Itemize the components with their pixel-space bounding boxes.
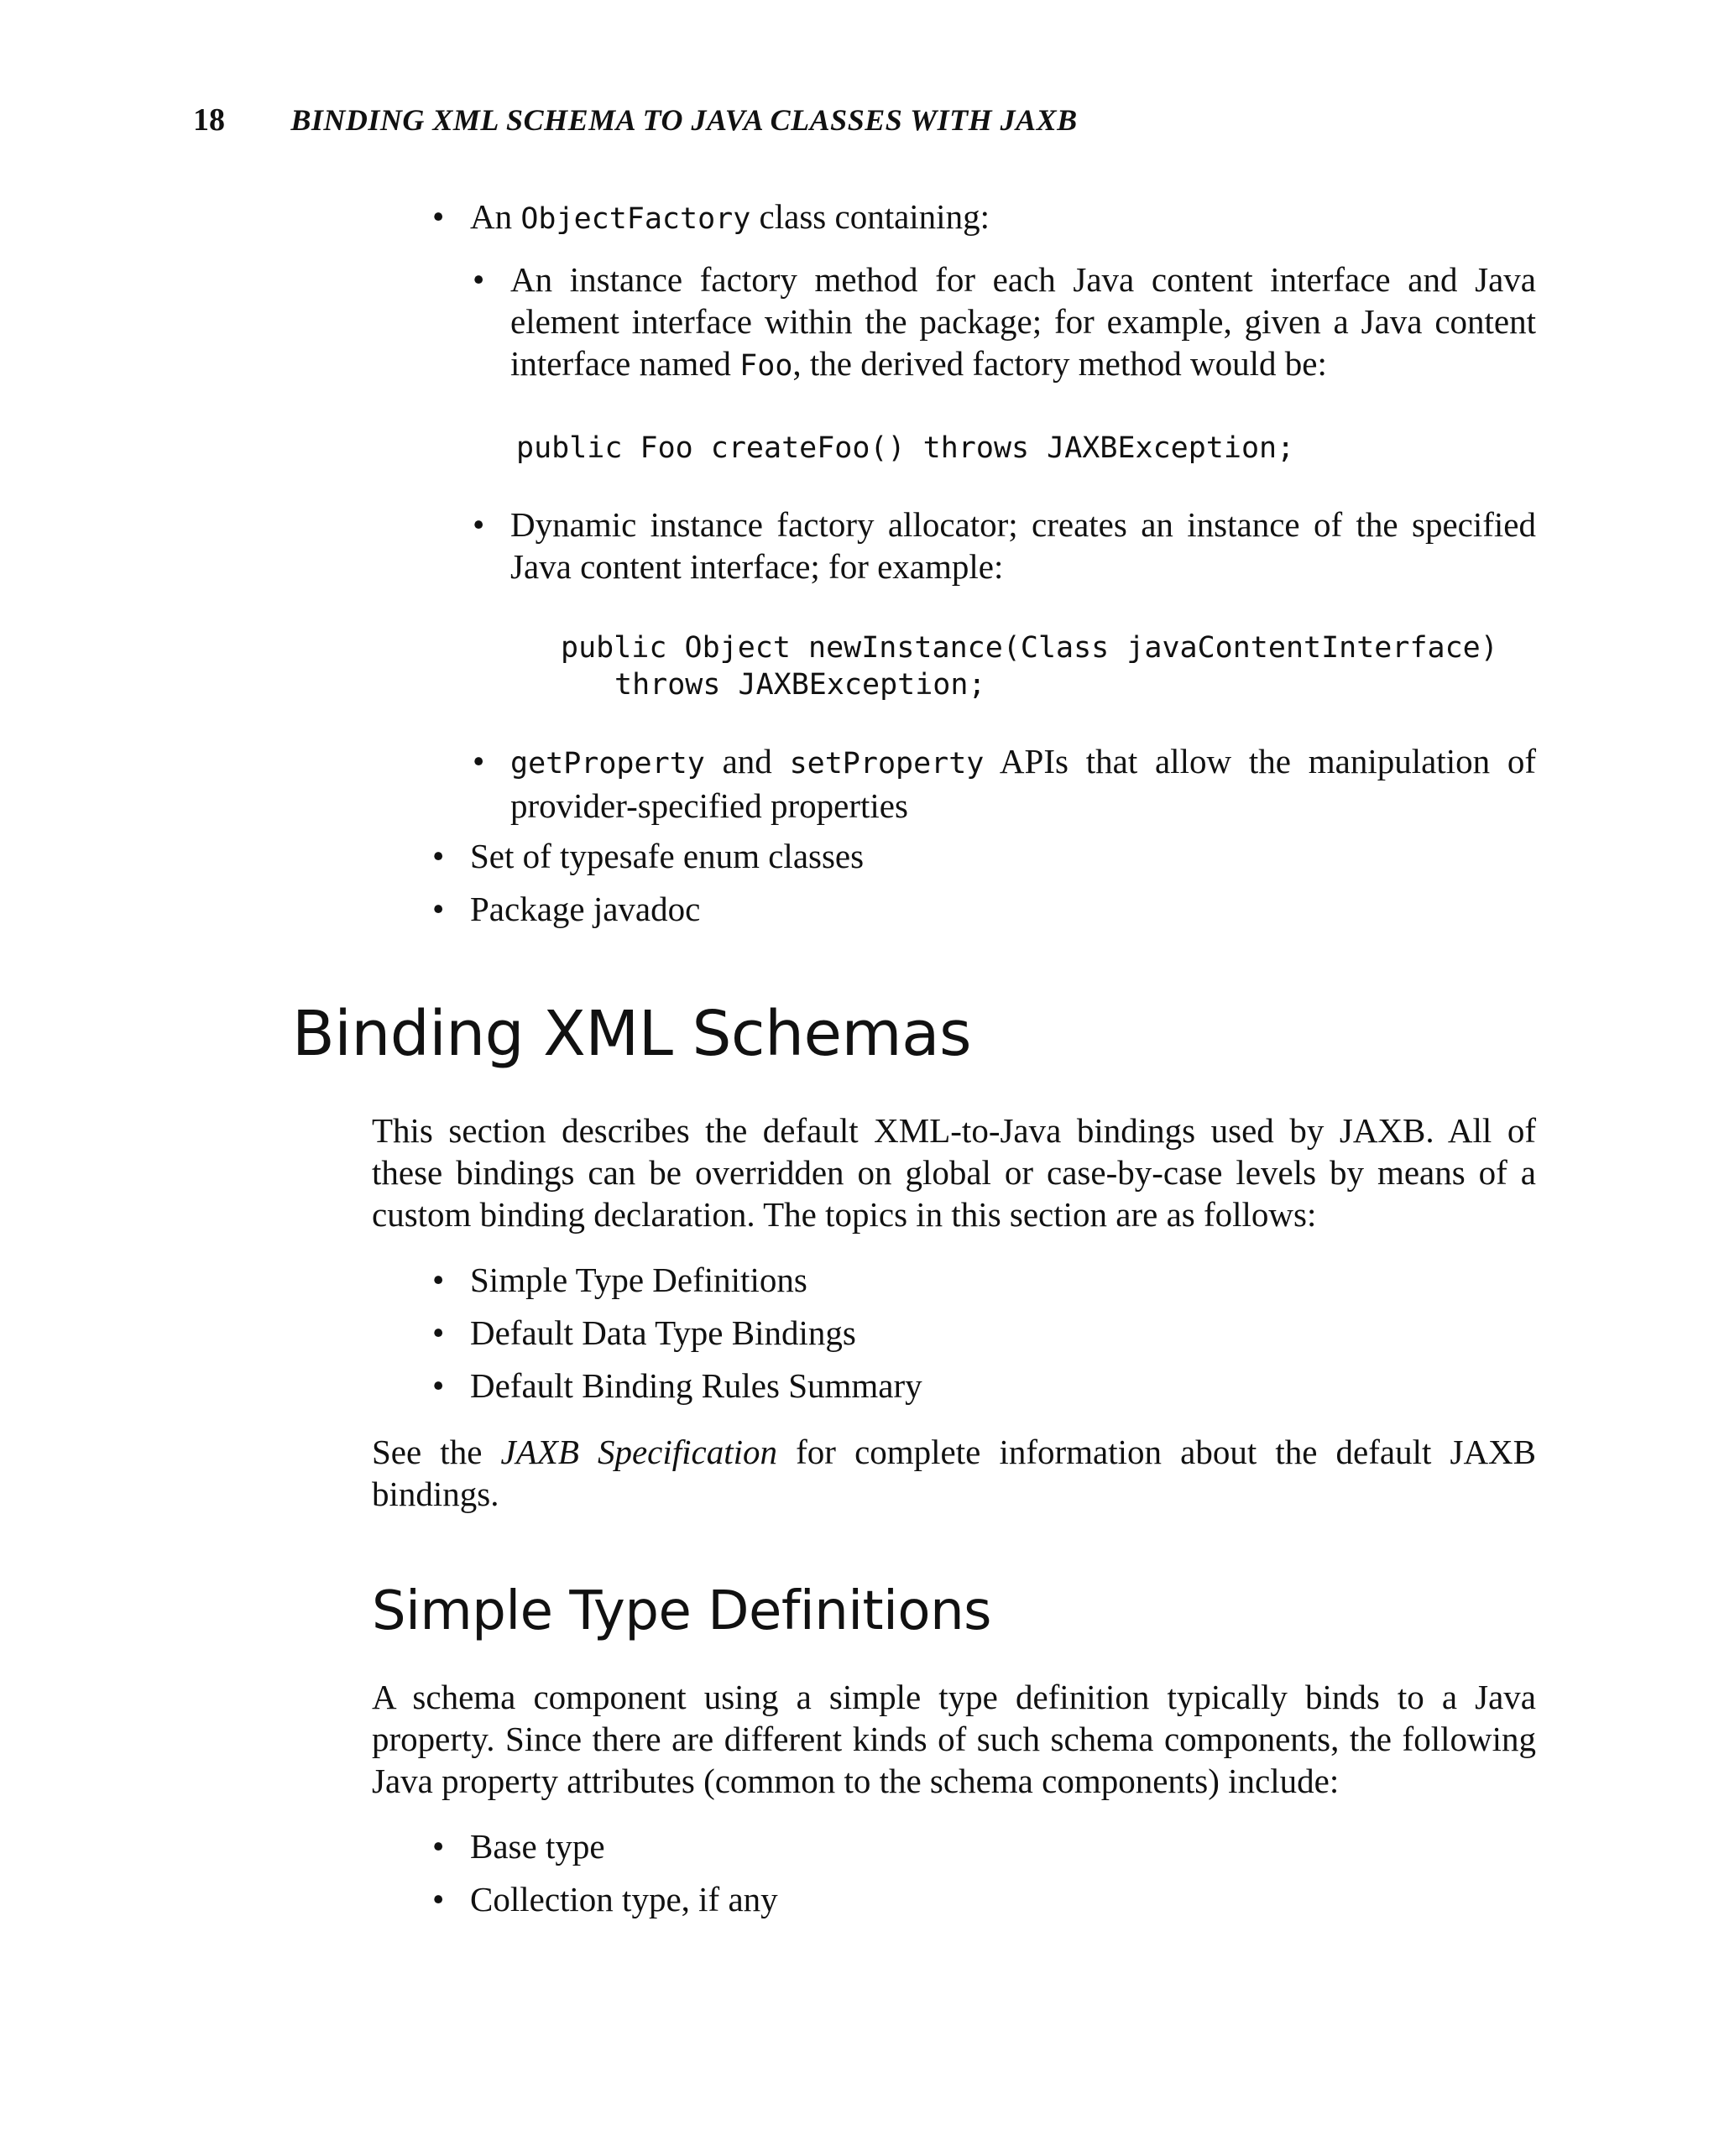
- code-example-newinstance: public Object newInstance(Class javaContentInterface) throws JAXBException;: [561, 631, 1498, 702]
- code-getproperty: getProperty: [510, 747, 705, 780]
- running-header: [0, 99, 1719, 141]
- list-item: • Dynamic instance factory allocator; creates an instance of the specified Java content interface; for example:: [510, 504, 1536, 587]
- section-paragraph: This section describes the default XML-to-Java bindings used by JAXB. All of these bindings can be overridden on global or case-by-case levels by means of a custom binding declaration. The topics in this section are as follows:: [372, 1111, 1536, 1234]
- list-item: • Collection type, if any: [470, 1878, 1536, 1920]
- list-item: • Default Data Type Bindings: [470, 1312, 1536, 1354]
- list-item: • Set of typesafe enum classes: [470, 835, 1536, 877]
- list-item: • Default Binding Rules Summary: [470, 1365, 1536, 1407]
- attributes-list: [470, 1825, 1536, 1920]
- topics-list: [470, 1259, 1536, 1407]
- running-title: BINDING XML SCHEMA TO JAVA CLASSES WITH JAXB: [290, 103, 1078, 137]
- properties-item: [510, 740, 1536, 827]
- objectfactory-item: [470, 196, 1536, 240]
- section-heading-binding: Binding XML Schemas: [292, 998, 972, 1070]
- list-item: • An ObjectFactory class containing:: [470, 196, 1536, 240]
- list-item: • getProperty and setProperty APIs that allow the manipulation of provider-specified properties: [510, 740, 1536, 827]
- instance-method-item: [510, 258, 1536, 387]
- list-item: • Base type: [470, 1825, 1536, 1867]
- section-heading-simple-types: Simple Type Definitions: [372, 1580, 991, 1642]
- code-objectfactory: ObjectFactory: [520, 202, 751, 236]
- list-item: • An instance factory method for each Java content interface and Java element interface within the package; for example, given a Java content interface named Foo, the derived factory method would be:: [510, 258, 1536, 387]
- simple-types-paragraph: A schema component using a simple type definition typically binds to a Java property. Since there are different kinds of such schema components, the following Java property attributes (common to the schema components) include:: [372, 1678, 1536, 1800]
- typesafe-item: [470, 835, 1536, 877]
- spec-title: JAXB Specification: [500, 1433, 778, 1471]
- javadoc-item: [470, 888, 1536, 930]
- see-paragraph: See the JAXB Specification for complete information about the default JAXB bindings.: [372, 1433, 1537, 1513]
- code-foo: Foo: [739, 349, 793, 383]
- page-number: 18: [193, 102, 225, 138]
- code-setproperty: setProperty: [789, 747, 985, 780]
- list-item: • Simple Type Definitions: [470, 1259, 1536, 1301]
- dynamic-allocator-item: [510, 504, 1536, 587]
- code-example-createfoo: public Foo createFoo() throws JAXBException;: [516, 431, 1295, 465]
- list-item: • Package javadoc: [470, 888, 1536, 930]
